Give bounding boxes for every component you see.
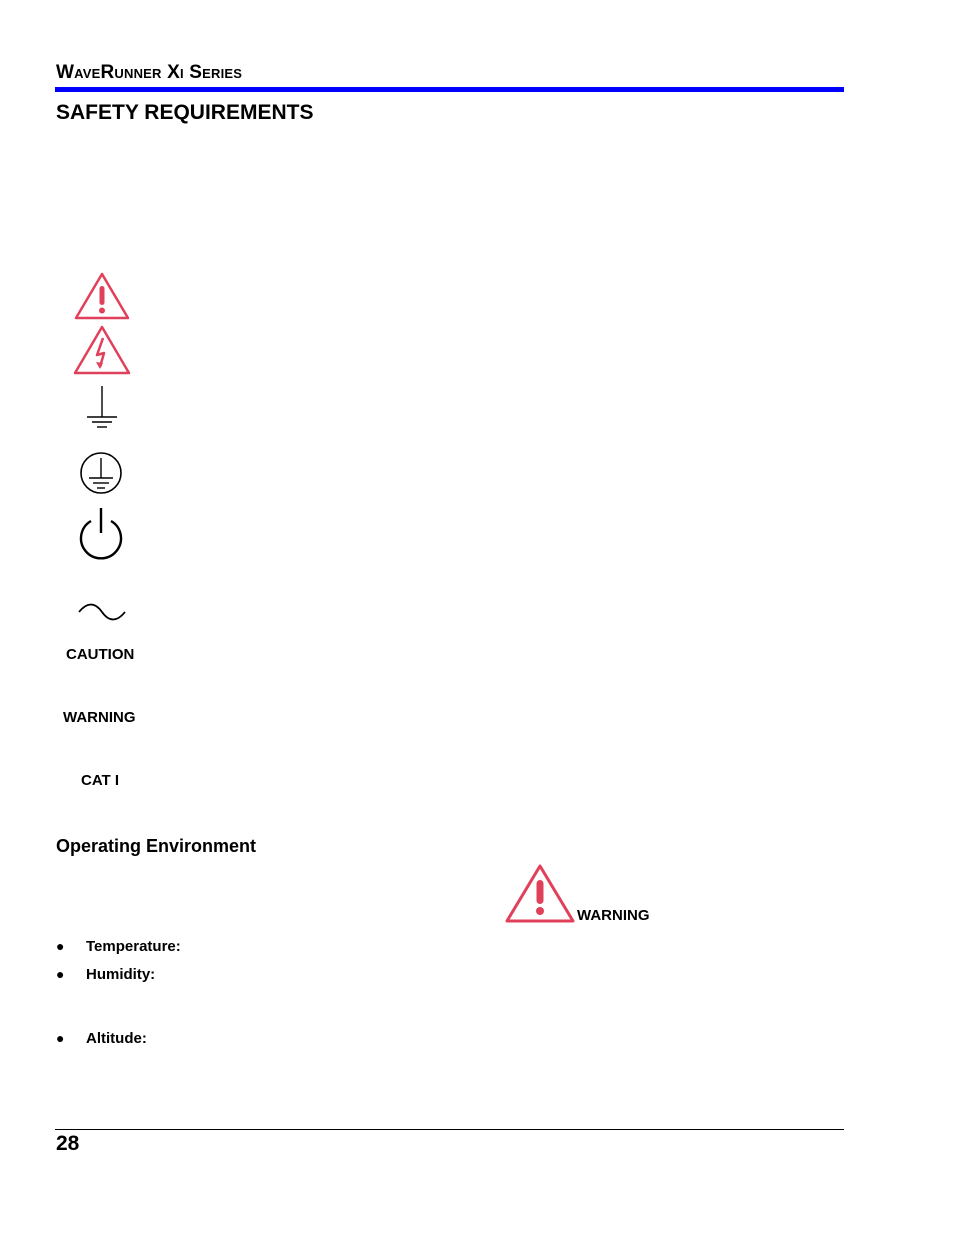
operating-environment-title: Operating Environment: [56, 836, 257, 856]
list-item: [56, 1030, 147, 1047]
bullet-icon: ●: [56, 966, 65, 982]
footer-rule: [55, 1129, 844, 1130]
header-rule: [55, 87, 844, 92]
caution-triangle-icon: [74, 272, 130, 320]
list-item-label: Temperature:: [86, 938, 181, 955]
list-item-label: Altitude:: [86, 1030, 147, 1047]
bullet-icon: ●: [56, 1030, 65, 1046]
running-header: WaveRunner Xi Series: [56, 62, 243, 83]
bullet-icon: ●: [56, 938, 65, 954]
environment-warning-label: WARNING: [577, 907, 650, 924]
caution-label: CAUTION: [66, 646, 135, 663]
list-item-label: Humidity:: [86, 966, 156, 983]
high-voltage-icon: [73, 325, 131, 375]
power-standby-icon: [78, 507, 124, 561]
warning-label: WARNING: [63, 709, 136, 726]
list-item: [56, 938, 181, 955]
page-number: 28: [56, 1132, 80, 1155]
warning-triangle-icon: [505, 864, 575, 924]
cat-label: CAT I: [81, 772, 120, 789]
protective-earth-icon: [79, 451, 123, 495]
list-item: [56, 966, 155, 983]
ground-icon: [86, 385, 118, 431]
section-title: SAFETY REQUIREMENTS: [56, 101, 314, 124]
alternating-current-icon: [78, 602, 126, 622]
